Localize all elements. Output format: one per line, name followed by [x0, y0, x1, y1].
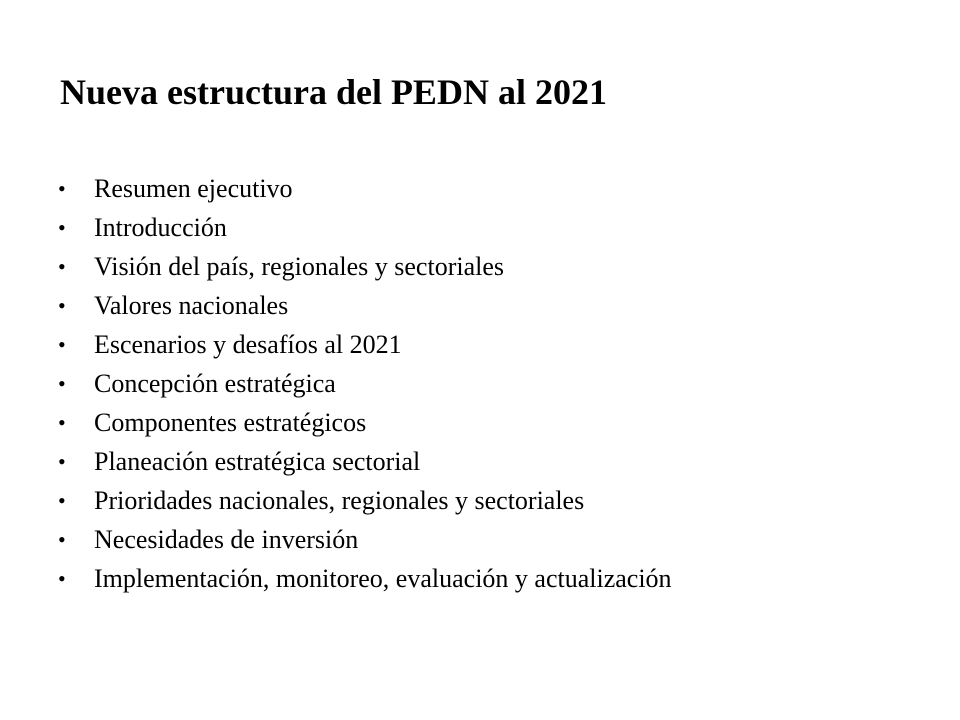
list-item-text: Prioridades nacionales, regionales y sectoriales: [94, 486, 585, 515]
list-item-text: Escenarios y desafíos al 2021: [94, 330, 402, 359]
bullet-list: [58, 169, 672, 598]
bullet-icon: •: [58, 176, 66, 201]
bullet-icon: •: [58, 566, 66, 591]
bullet-icon: •: [58, 254, 66, 279]
list-item: [58, 247, 672, 286]
bullet-icon: •: [58, 371, 66, 396]
list-item: [58, 481, 672, 520]
list-item-text: Componentes estratégicos: [94, 408, 367, 437]
bullet-icon: •: [58, 527, 66, 552]
list-item-text: Visión del país, regionales y sectoriales: [94, 252, 504, 281]
list-item: [58, 325, 672, 364]
list-item-text: Concepción estratégica: [94, 369, 336, 398]
slide-title: Nueva estructura del PEDN al 2021: [60, 72, 607, 112]
list-item: [58, 208, 672, 247]
bullet-icon: •: [58, 488, 66, 513]
list-item-text: Planeación estratégica sectorial: [94, 447, 421, 476]
list-item: [58, 286, 672, 325]
bullet-icon: •: [58, 332, 66, 357]
bullet-icon: •: [58, 293, 66, 318]
list-item: [58, 559, 672, 598]
bullet-icon: •: [58, 410, 66, 435]
list-item-text: Introducción: [94, 213, 227, 242]
list-item: [58, 403, 672, 442]
list-item: [58, 364, 672, 403]
list-item-text: Resumen ejecutivo: [94, 174, 293, 203]
list-item: [58, 442, 672, 481]
list-item-text: Implementación, monitoreo, evaluación y actualización: [94, 564, 672, 593]
list-item-text: Necesidades de inversión: [94, 525, 359, 554]
list-item: [58, 520, 672, 559]
bullet-icon: •: [58, 215, 66, 240]
list-item: [58, 169, 672, 208]
list-item-text: Valores nacionales: [94, 291, 289, 320]
bullet-icon: •: [58, 449, 66, 474]
